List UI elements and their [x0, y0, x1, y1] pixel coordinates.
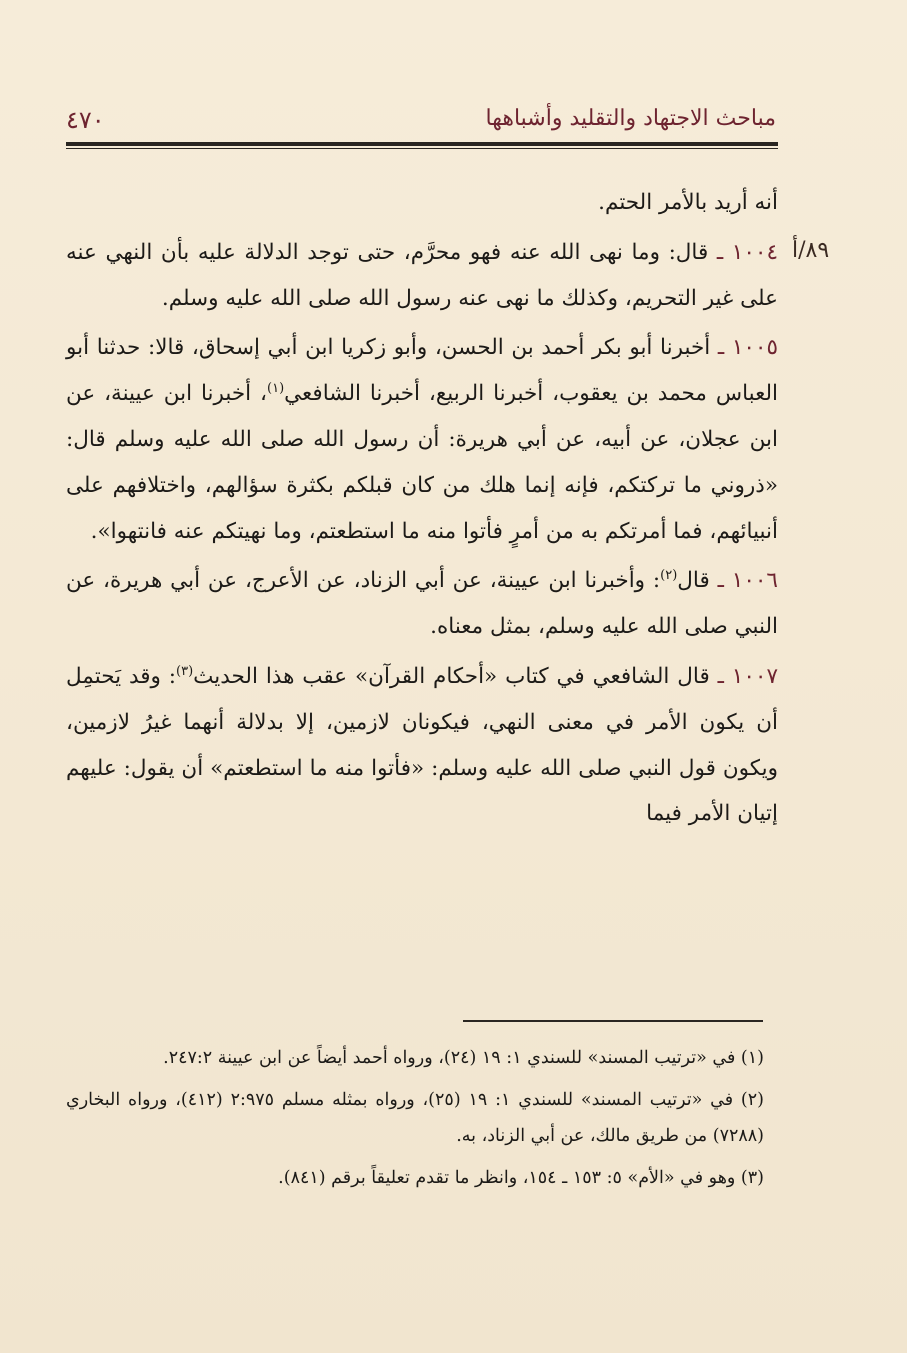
footnote: (٢) في «ترتيب المسند» للسندي ١: ١٩ (٢٥)، ورواه بمثله مسلم ٢:٩٧٥ (٤١٢)، ورواه البخاري (٧٢٨٨) من طريق مالك، عن أبي الزناد، به.	[66, 1090, 764, 1146]
paragraph	[66, 230, 778, 322]
paragraph-text-continued: : وقد يَحتمِل أن يكون الأمر في معنى النهي، فيكونان لازمين، إلا بدلالة أنهما غيرُ لازمين، ويكون قول النبي صلى الله عليه وسلم: «فأتوا منه ما استطعتم» أن يقول: عليهم إتيان الأمر فيما	[66, 663, 778, 827]
entry-number: ١٠٠٤ ـ	[716, 239, 778, 265]
paragraph	[66, 325, 778, 554]
footnote-marker: (٣)	[176, 663, 194, 679]
footnote-marker: (٢)	[660, 568, 678, 584]
paragraph-text: أخبرنا أبو بكر أحمد بن الحسن، وأبو زكريا ابن أبي إسحاق، قالا: حدثنا أبو العباس محمد بن يعقوب، أخبرنا الربيع، أخبرنا الشافعي	[66, 335, 778, 407]
paragraph-text: أنه أريد بالأمر الحتم.	[598, 190, 778, 215]
header-rule	[66, 142, 778, 146]
footnotes	[66, 1040, 764, 1202]
paragraph	[66, 180, 778, 226]
margin-reference: ٨٩/أ	[792, 238, 830, 263]
page-number: ٤٧٠	[66, 106, 105, 134]
footnote: (٣) وهو في «الأم» ٥: ١٥٣ ـ ١٥٤، وانظر ما تقدم تعليقاً برقم (٨٤١).	[278, 1168, 764, 1188]
page-header	[66, 104, 776, 140]
footnote-separator	[463, 1020, 763, 1022]
entry-number: ١٠٠٦ ـ	[717, 568, 778, 594]
paragraph-text: قال الشافعي في كتاب «أحكام القرآن» عقب هذا الحديث	[193, 663, 718, 689]
paragraph-text: قال	[677, 568, 718, 594]
entry-number: ١٠٠٥ ـ	[717, 335, 779, 361]
footnote-marker: (١)	[267, 381, 285, 397]
paragraph	[66, 654, 778, 837]
paragraph-text-continued: ، أخبرنا ابن عيينة، عن ابن عجلان، عن أبيه، عن أبي هريرة: أن رسول الله صلى الله عليه وسلم قال: «ذروني ما تركتكم، فإنه إنما هلك من كان قبلكم بكثرة سؤالهم، واختلافهم على أنبيائهم، فما أمرتكم به من أمرٍ فأتوا منه ما استطعتم، وما نهيتكم عنه فانتهوا».	[66, 381, 778, 544]
header-rule-thin	[66, 148, 778, 149]
paragraph-text: قال: وما نهى الله عنه فهو محرَّم، حتى توجد الدلالة عليه بأن النهي عنه على غير التحريم، وكذلك ما نهى عنه رسول الله صلى الله عليه وسلم.	[66, 239, 778, 311]
main-text	[66, 180, 778, 841]
running-title: مباحث الاجتهاد والتقليد وأشباهها	[485, 106, 776, 131]
footnote: (١) في «ترتيب المسند» للسندي ١: ١٩ (٢٤)، ورواه أحمد أيضاً عن ابن عيينة ٢٤٧:٢.	[163, 1048, 764, 1068]
paragraph	[66, 558, 778, 650]
paragraph-text-continued: : وأخبرنا ابن عيينة، عن أبي الزناد، عن الأعرج، عن أبي هريرة، عن النبي صلى الله عليه وسلم، بمثل معناه.	[66, 568, 778, 640]
entry-number: ١٠٠٧ ـ	[717, 663, 778, 689]
